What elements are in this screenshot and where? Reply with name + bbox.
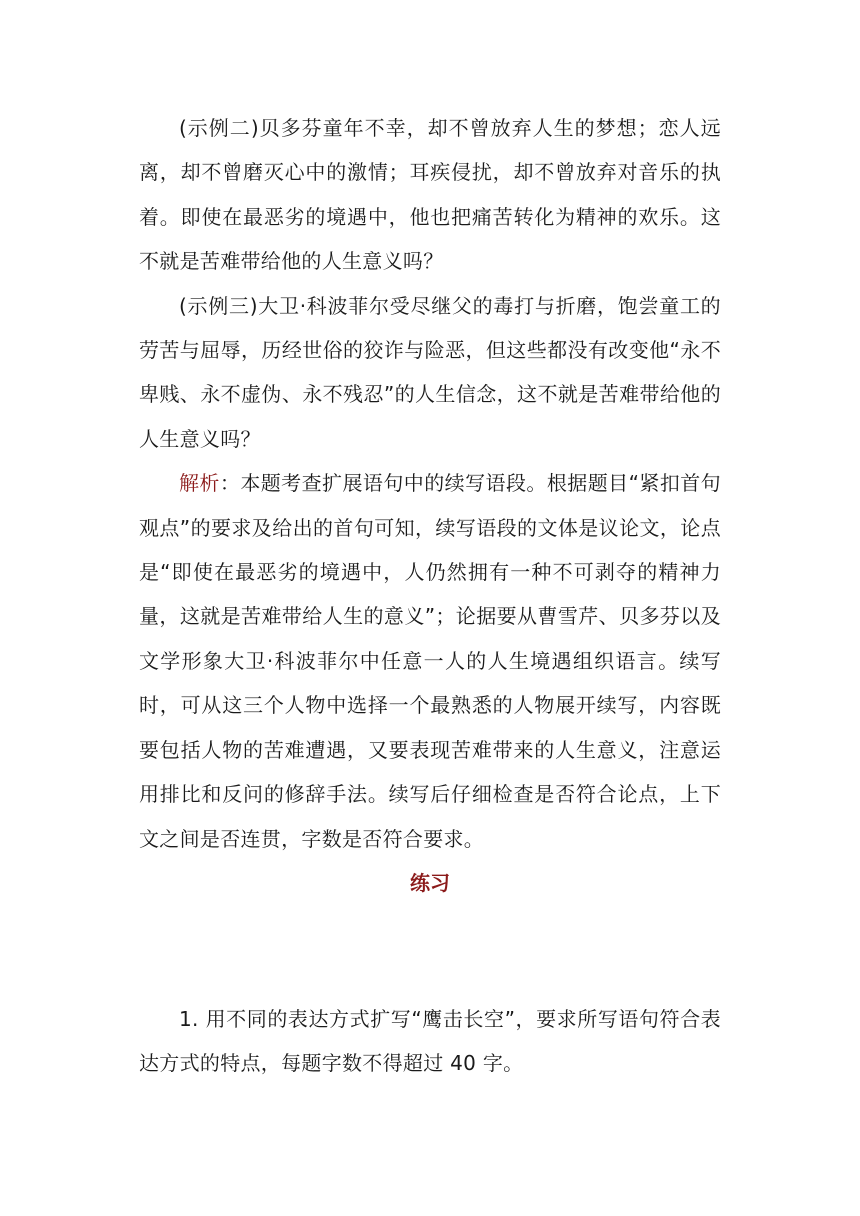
analysis-paragraph xyxy=(139,461,721,861)
example-two-paragraph: (示例二)贝多芬童年不幸，却不曾放弃人生的梦想；恋人远离，却不曾磨灭心中的激情；耳疾侵扰，却不曾放弃对音乐的执着。即使在最恶劣的境遇中，他也把痛苦转化为精神的欢乐。这不就是苦难带给他的人生意义吗？ xyxy=(139,116,721,274)
document-page xyxy=(139,106,721,1086)
section-title: 练习 xyxy=(410,870,450,895)
analysis-label: 解析 xyxy=(179,471,220,496)
question-item: 1. 用不同的表达方式扩写“鹰击长空”，要求所写语句符合表达方式的特点，每题字数不得超过 40 字。 xyxy=(139,1006,721,1076)
analysis-text: 本题考查扩展语句中的续写语段。根据题目“紧扣首句观点”的要求及给出的首句可知，续写语段的文体是议论文，论点是“即使在最恶劣的境遇中，人仍然拥有一种不可剥夺的精神力量，这就是苦难带给人生的意义”；论据要从曹雪芹、贝多芬以及文学形象大卫·科波菲尔中任意一人的人生境遇组织语言。续写时，可从这三个人物中选择一个最熟悉的人物展开续写，内容既要包括人物的苦难遭遇，又要表现苦难带来的人生意义，注意运用排比和反问的修辞手法。续写后仔细检查是否符合论点，上下文之间是否连贯，字数是否符合要求。 xyxy=(139,471,721,851)
example-three-paragraph: (示例三)大卫·科波菲尔受尽继父的毒打与折磨，饱尝童工的劳苦与屈辱，历经世俗的狡诈与险恶，但这些都没有改变他“永不卑贱、永不虚伪、永不残忍”的人生信念，这不就是苦难带给他的人生意义吗？ xyxy=(139,293,721,451)
section-spacer xyxy=(139,905,721,997)
analysis-separator: ： xyxy=(219,471,241,496)
